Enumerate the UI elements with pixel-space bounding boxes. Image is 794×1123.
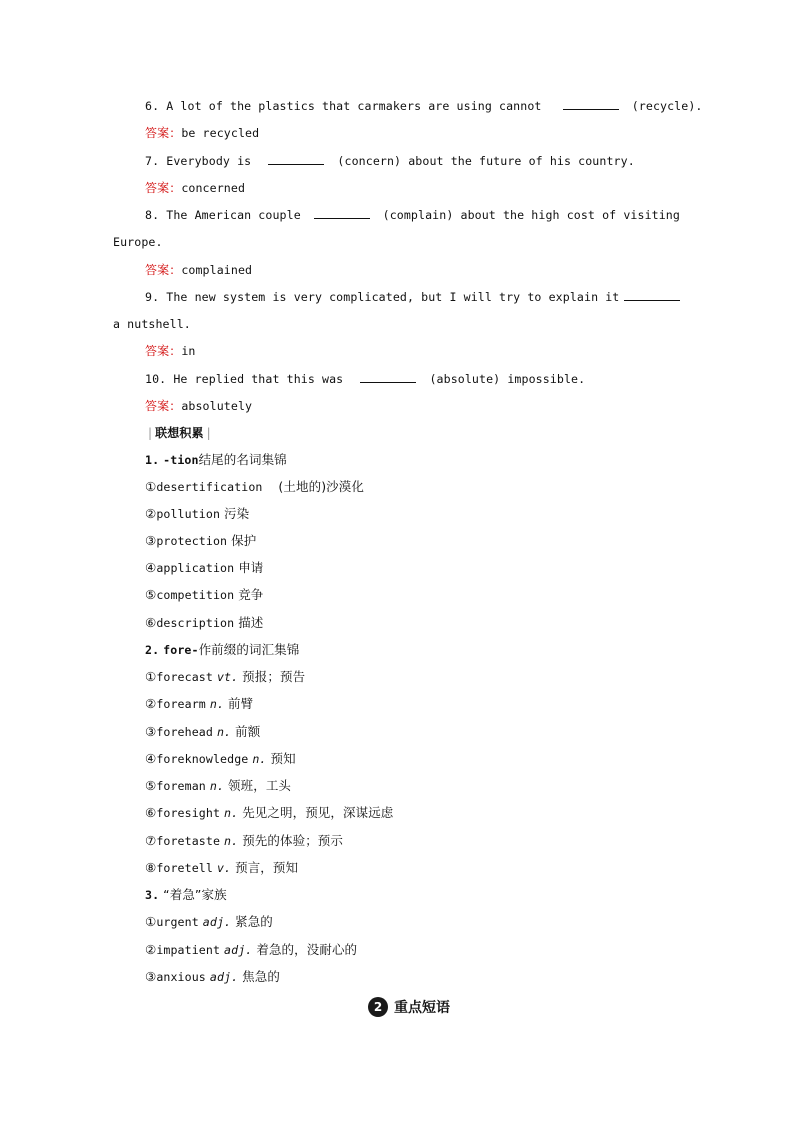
answer-10: 答案：absolutely — [145, 399, 253, 413]
answer-7: 答案：concerned — [145, 181, 246, 195]
answer-blank — [314, 207, 370, 219]
list-item: ②pollution 污染 — [145, 506, 250, 521]
exercise-9-continued: a nutshell. — [113, 317, 191, 331]
answer-blank — [563, 98, 619, 110]
section-tag: | 联想积累 | — [148, 426, 211, 440]
answer-6: 答案：be recycled — [145, 126, 260, 140]
list-item: ③forehead n. 前额 — [145, 724, 261, 739]
answer-key-label: 答案： — [145, 126, 182, 140]
list-item: ⑦foretaste n. 预先的体验；预示 — [145, 833, 343, 848]
list-item: ①desertification (土地的)沙漠化 — [145, 479, 364, 494]
next-section-heading — [368, 997, 450, 1017]
answer-8: 答案：complained — [145, 263, 253, 277]
list-item: ③protection 保护 — [145, 533, 257, 548]
exercise-8: 8. The American couple (complain) about the high cost of visiting — [145, 208, 680, 222]
group-1-heading: 1. -tion结尾的名词集锦 — [145, 452, 287, 467]
exercise-6: 6. A lot of the plastics that carmakers are using cannot (recycle). — [145, 99, 703, 113]
list-item: ③anxious adj. 焦急的 — [145, 969, 280, 984]
list-item: ②impatient adj. 着急的，没耐心的 — [145, 942, 358, 957]
exercise-8-continued: Europe. — [113, 235, 163, 249]
exercise-7: 7. Everybody is (concern) about the future of his country. — [145, 154, 635, 168]
answer-blank — [624, 289, 680, 301]
list-item: ②forearm n. 前臂 — [145, 696, 254, 711]
exercise-10: 10. He replied that this was (absolute) impossible. — [145, 372, 586, 386]
answer-blank — [360, 371, 416, 383]
group-3-heading: 3. “着急”家族 — [145, 887, 227, 902]
answer-key-label: 答案： — [145, 399, 182, 413]
answer-key-label: 答案： — [145, 263, 182, 277]
list-item: ⑧foretell v. 预言，预知 — [145, 860, 299, 875]
list-item: ⑥foresight n. 先见之明，预见，深谋远虑 — [145, 805, 394, 820]
list-item: ④application 申请 — [145, 560, 264, 575]
group-2-heading: 2. fore-作前缀的词汇集锦 — [145, 642, 300, 657]
list-item: ①urgent adj. 紧急的 — [145, 914, 273, 929]
exercise-9: 9. The new system is very complicated, but I will try to explain it — [145, 289, 680, 305]
list-item: ⑤foreman n. 领班，工头 — [145, 778, 292, 793]
list-item: ⑥description 描述 — [145, 615, 264, 630]
answer-9: 答案：in — [145, 344, 196, 358]
answer-key-label: 答案： — [145, 344, 182, 358]
section-number-badge: 2 — [368, 997, 388, 1017]
section-title: 重点短语 — [394, 1000, 450, 1016]
list-item: ①forecast vt. 预报；预告 — [145, 669, 306, 684]
list-item: ⑤competition 竞争 — [145, 587, 264, 602]
answer-blank — [268, 153, 324, 165]
answer-key-label: 答案： — [145, 181, 182, 195]
list-item: ④foreknowledge n. 预知 — [145, 751, 296, 766]
